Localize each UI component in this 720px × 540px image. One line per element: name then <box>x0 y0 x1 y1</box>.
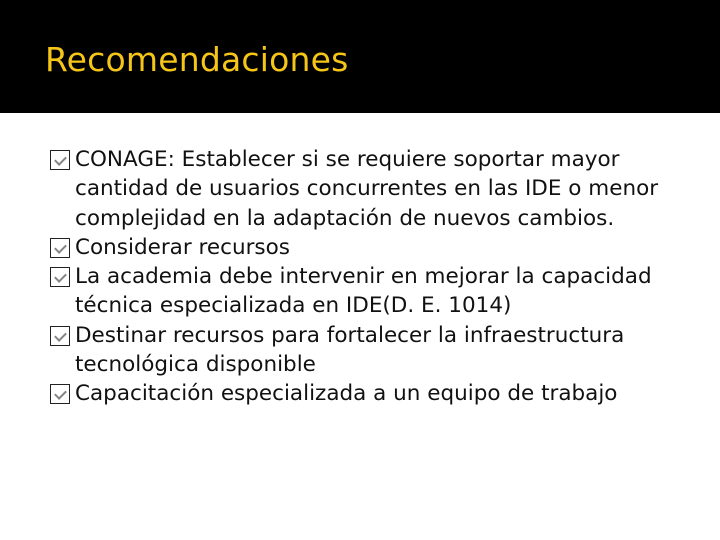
bullet-item <box>50 262 690 321</box>
bullet-item <box>50 145 690 233</box>
missing-glyph-box-icon <box>50 150 70 170</box>
missing-glyph-box-icon <box>50 384 70 404</box>
bullet-text: La academia debe intervenir en mejorar la capacidad técnica especializada en IDE(D. E. 1014) <box>75 264 652 319</box>
bullet-text: Considerar recursos <box>75 234 290 260</box>
bullet-item <box>50 379 690 408</box>
bullet-list <box>50 145 690 409</box>
title-bar <box>0 0 720 113</box>
missing-glyph-box-icon <box>50 326 70 346</box>
missing-glyph-box-icon <box>50 238 70 258</box>
missing-glyph-box-icon <box>50 267 70 287</box>
bullet-item <box>50 233 690 262</box>
bullet-item <box>50 321 690 380</box>
bullet-text: CONAGE: Establecer si se requiere soportar mayor cantidad de usuarios concurrentes en las IDE o menor complejidad en la adaptación de nuevos cambios. <box>75 147 659 231</box>
bullet-text: Destinar recursos para fortalecer la infraestructura tecnológica disponible <box>75 322 625 378</box>
slide-title: Recomendaciones <box>45 40 349 79</box>
bullet-text: Capacitación especializada a un equipo de trabajo <box>75 381 618 407</box>
